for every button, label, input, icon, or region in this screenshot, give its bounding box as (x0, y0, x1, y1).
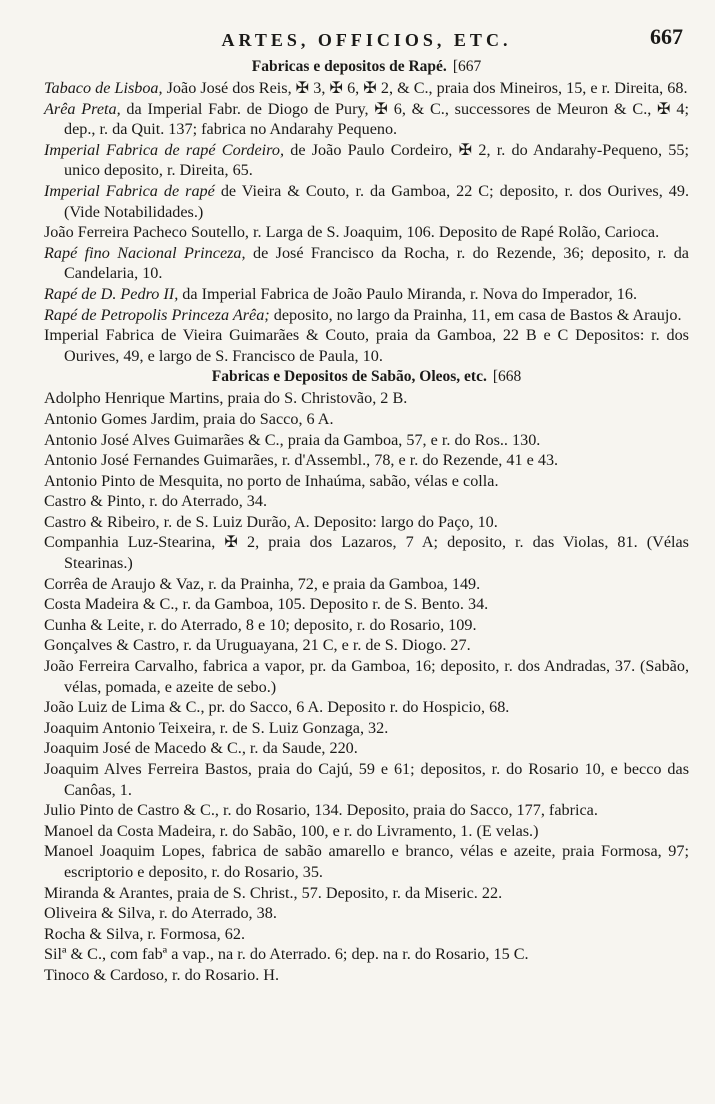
directory-entry (44, 305, 689, 326)
entry-detail: r. da Uruguayana, 21 C, e r. de S. Diogo. 27. (179, 636, 471, 655)
running-head-title: ARTES, OFFICIOS, ETC. (221, 30, 512, 50)
entry-detail: da Imperial Fabrica de João Paulo Miranda, r. Nova do Imperador, 16. (178, 284, 638, 303)
entry-detail: r. d'Assembl., 78, e r. do Rezende, 41 e 43. (277, 451, 559, 470)
section-rape (44, 58, 689, 366)
directory-entry (44, 697, 689, 718)
entry-name: João Ferreira Pacheco Soutello, (44, 223, 249, 242)
entry-name: João Luiz de Lima & C., (44, 698, 205, 717)
entry-detail: ✠ 2, praia dos Lazaros, 7 A; deposito, r. das Violas, 81. (Vélas Stearinas.) (64, 533, 689, 573)
entry-name: João Ferreira Carvalho, (44, 657, 198, 676)
entry-name: Rocha & Silva, (44, 924, 144, 943)
entry-detail: r. de S. Luiz Gonzaga, 32. (215, 718, 389, 737)
entry-detail: pr. do Sacco, 6 A. Deposito r. do Hospicio, 68. (204, 698, 510, 717)
entry-detail: r. do Aterrado, 38. (155, 904, 277, 923)
section-ref: [667 (452, 58, 482, 75)
entry-detail: fabrica de sabão amarello e branco, vélas e azeite, praia Formosa, 97; escriptorio e deposito, r. do Rosario, 35. (64, 842, 689, 881)
entry-detail: deposito, no largo da Prainha, 11, em casa de Bastos & Araujo. (269, 305, 682, 324)
entry-list (44, 388, 689, 985)
entry-detail: r. do Sabão, 100, e r. do Livramento, 1. (E velas.) (215, 821, 539, 840)
entry-name: Imperial Fabrica de rapé (44, 181, 215, 200)
entry-detail: praia do Cajú, 59 e 61; depositos, r. do Rosario 10, e becco das Canôas, 1. (64, 760, 689, 799)
directory-entry (44, 243, 689, 284)
section-sabao (44, 368, 689, 985)
entry-name: Antonio Pinto de Mesquita, (44, 471, 223, 490)
directory-entry (44, 284, 689, 305)
entry-name: Cunha & Leite, (44, 615, 145, 634)
entry-name: Antonio Gomes Jardim, (44, 409, 200, 428)
entry-detail: praia do Sacco, 6 A. (199, 409, 334, 428)
directory-entry (44, 325, 689, 366)
entry-list (44, 78, 689, 366)
entry-name: Imperial Fabrica de Vieira Guimarães & Couto, (44, 326, 370, 345)
entry-name: Julio Pinto de Castro & C., (44, 801, 219, 820)
entry-name: Rapé de D. Pedro II, (44, 284, 179, 303)
directory-entry (44, 821, 689, 842)
directory-entry (44, 656, 689, 697)
directory-entry (44, 140, 689, 181)
directory-entry (44, 965, 689, 986)
directory-entry (44, 924, 689, 945)
directory-entry (44, 532, 689, 573)
entry-detail: de João Paulo Cordeiro, ✠ 2, r. do Andarahy-Pequeno, 55; unico deposito, r. Direita, 65. (64, 140, 689, 180)
entry-detail: r. de S. Luiz Durão, A. Deposito: largo do Paço, 10. (159, 512, 498, 531)
entry-detail: r. do Aterrado, 34. (145, 492, 268, 511)
entry-name: Arêa Preta, (44, 99, 121, 118)
entry-name: Silª & C., (44, 945, 107, 964)
entry-detail: com fabª a vap., na r. do Aterrado. 6; dep. na r. do Rosario, 15 C. (106, 945, 529, 964)
entry-name: Gonçalves & Castro, (44, 636, 180, 655)
entry-detail: r. do Rosario, 134. Deposito, praia do Sacco, 177, fabrica. (218, 801, 598, 820)
directory-entry (44, 78, 689, 99)
directory-entry (44, 594, 689, 615)
directory-entry (44, 471, 689, 492)
entry-detail: da Imperial Fabr. de Diogo de Pury, ✠ 6, & C., successores de Meuron & C., ✠ 4; dep., r. da Quit. 137; fabrica no Andarahy Pequeno. (64, 99, 689, 139)
page-number: 667 (650, 24, 683, 49)
entry-detail: praia do S. Christovão, 2 B. (223, 389, 408, 408)
directory-entry (44, 738, 689, 759)
entry-name: Rapé fino Nacional Princeza, (44, 243, 246, 262)
entry-name: Costa Madeira & C., (44, 595, 179, 614)
directory-entry (44, 759, 689, 800)
entry-detail: r. Larga de S. Joaquim, 106. Deposito de Rapé Rolão, Carioca. (248, 223, 660, 242)
directory-entry (44, 574, 689, 595)
directory-entry (44, 903, 689, 924)
entry-detail: praia da Gamboa, 57, e r. do Ros.. 130. (283, 430, 541, 449)
section-ref: [668 (492, 368, 522, 386)
directory-entry (44, 450, 689, 471)
entry-detail: r. do Aterrado, 8 e 10; deposito, r. do Rosario, 109. (144, 615, 477, 634)
entry-name: Corrêa de Araujo & Vaz, (44, 574, 205, 593)
directory-entry (44, 635, 689, 656)
entry-detail: fabrica a vapor, pr. da Gamboa, 16; deposito, r. dos Andradas, 37. (Sabão, vélas, pomada, e azeite de sebo.) (64, 657, 689, 696)
entry-name: Castro & Pinto, (44, 492, 146, 511)
entry-name: Miranda & Arantes, (44, 883, 174, 902)
directory-entry (44, 718, 689, 739)
directory-entry (44, 883, 689, 904)
entry-detail: de Vieira & Couto, r. da Gamboa, 22 C; deposito, r. dos Ourives, 49. (Vide Notabilidades.) (64, 181, 689, 221)
running-head (44, 24, 689, 56)
directory-entry (44, 615, 689, 636)
entry-name: Oliveira & Silva, (44, 904, 156, 923)
section-heading: Fabricas e Depositos de Sabão, Oleos, etc. [668 (211, 368, 522, 386)
entry-name: Tabaco de Lisboa, (44, 79, 163, 97)
directory-entry (44, 409, 689, 430)
directory-entry (44, 430, 689, 451)
directory-entry (44, 491, 689, 512)
entry-detail: praia de S. Christ., 57. Deposito, r. da Miseric. 22. (173, 883, 503, 902)
entry-detail: praia da Gamboa, 22 B e C Depositos: r. dos Ourives, 49, e largo de S. Francisco de Paula, 10. (64, 326, 689, 365)
entry-name: Imperial Fabrica de rapé Cordeiro, (44, 140, 284, 159)
directory-entry (44, 841, 689, 882)
section-heading: Fabricas e depositos de Rapé. [667 (251, 58, 482, 75)
entry-name: Antonio José Alves Guimarães & C., (44, 430, 284, 449)
entry-name: Joaquim José de Macedo & C., (44, 739, 246, 758)
entry-name: Tinoco & Cardoso, (44, 965, 168, 984)
entry-detail: r. do Rosario. H. (167, 965, 280, 984)
directory-entry (44, 512, 689, 533)
entry-detail: r. da Gamboa, 105. Deposito r. de S. Bento. 34. (178, 595, 489, 614)
directory-entry (44, 181, 689, 222)
entry-detail: r. Formosa, 62. (143, 924, 245, 943)
entry-detail: r. da Prainha, 72, e praia da Gamboa, 149. (204, 574, 481, 593)
entry-name: Joaquim Antonio Teixeira, (44, 718, 216, 737)
entry-detail: João José dos Reis, ✠ 3, ✠ 6, ✠ 2, & C., praia dos Mineiros, 15, e r. Direita, 68. (162, 79, 688, 97)
entry-name: Manoel Joaquim Lopes, (44, 842, 206, 861)
directory-entry (44, 222, 689, 243)
entry-name: Companhia Luz-Stearina, (44, 533, 216, 552)
directory-entry (44, 99, 689, 140)
directory-entry (44, 944, 689, 965)
entry-detail: no porto de Inhaúma, sabão, vélas e colla. (222, 471, 499, 490)
entry-name: Castro & Ribeiro, (44, 512, 160, 531)
entry-name: Rapé de Petropolis Princeza Arêa; (44, 305, 270, 324)
entry-detail: r. da Saude, 220. (245, 739, 358, 758)
entry-detail: de José Francisco da Rocha, r. do Rezende, 36; deposito, r. da Candelaria, 10. (64, 243, 689, 283)
entry-name: Joaquim Alves Ferreira Bastos, (44, 760, 252, 778)
directory-entry (44, 800, 689, 821)
entry-name: Adolpho Henrique Martins, (44, 389, 224, 408)
entry-name: Manoel da Costa Madeira, (44, 821, 216, 840)
directory-entry (44, 388, 689, 409)
entry-name: Antonio José Fernandes Guimarães, (44, 451, 278, 470)
